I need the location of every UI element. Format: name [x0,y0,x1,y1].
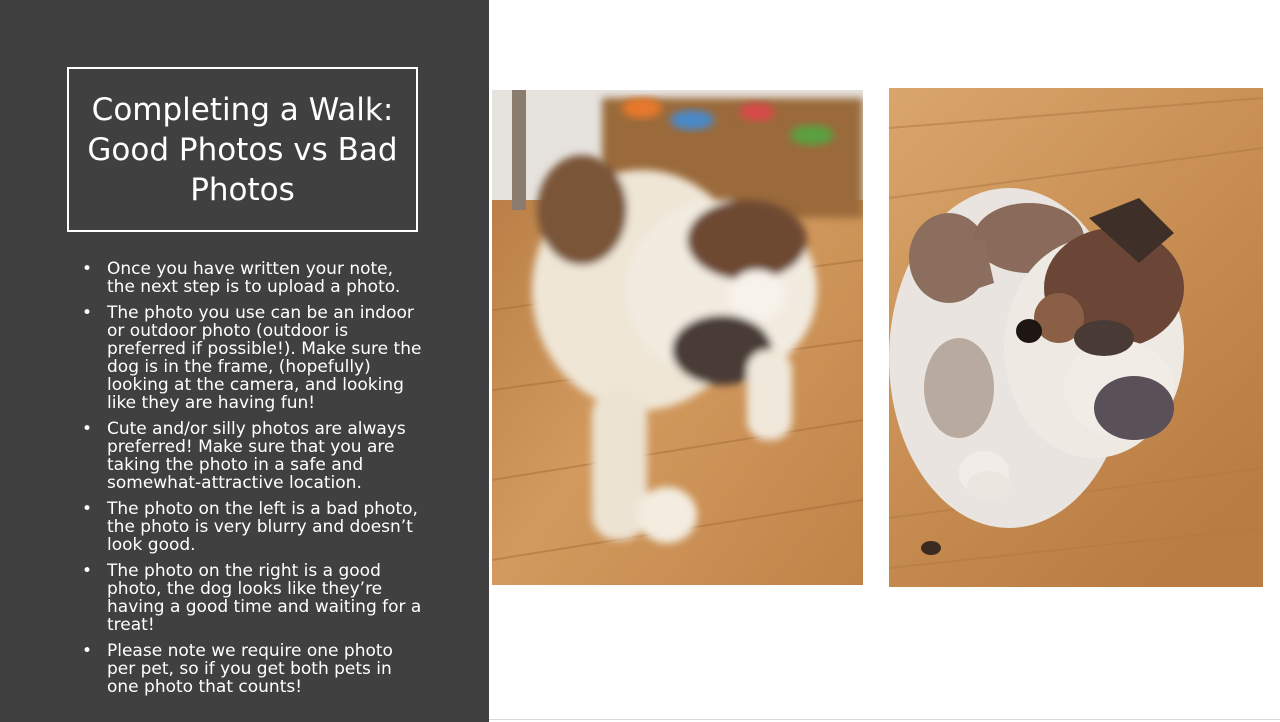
bullet-icon: • [82,419,93,439]
good-photo [889,88,1263,587]
bullet-icon: • [82,259,93,279]
good-photo-image [889,88,1263,587]
bullet-icon: • [82,303,93,323]
bad-photo [492,90,863,585]
slide-bottom-edge [489,719,1280,720]
bullet-item: • Cute and/or silly photos are always preferred! Make sure that you are taking the photo in a safe and somewhat-attractive location. [82,419,406,493]
bullet-item: • The photo you use can be an indoor or outdoor photo (outdoor is preferred if possible!). Make sure the dog is in the frame, (hopefully) looking at the camera, and looking like they are having fun! [82,303,422,413]
bullet-icon: • [82,641,93,661]
left-panel [0,0,489,722]
bad-photo-image [492,90,863,585]
bullet-icon: • [82,499,93,519]
bullet-item: • The photo on the left is a bad photo, the photo is very blurry and doesn’t look good. [82,499,418,555]
bullet-item: • Once you have written your note, the next step is to upload a photo. [82,259,401,297]
bullet-item: • Please note we require one photo per pet, so if you get both pets in one photo that counts! [82,641,393,697]
bullet-list [82,260,422,704]
bullet-icon: • [82,561,93,581]
slide-title: Completing a Walk: Good Photos vs Bad Photos [67,67,418,232]
bullet-item: • The photo on the right is a good photo, the dog looks like they’re having a good time and waiting for a treat! [82,561,422,635]
